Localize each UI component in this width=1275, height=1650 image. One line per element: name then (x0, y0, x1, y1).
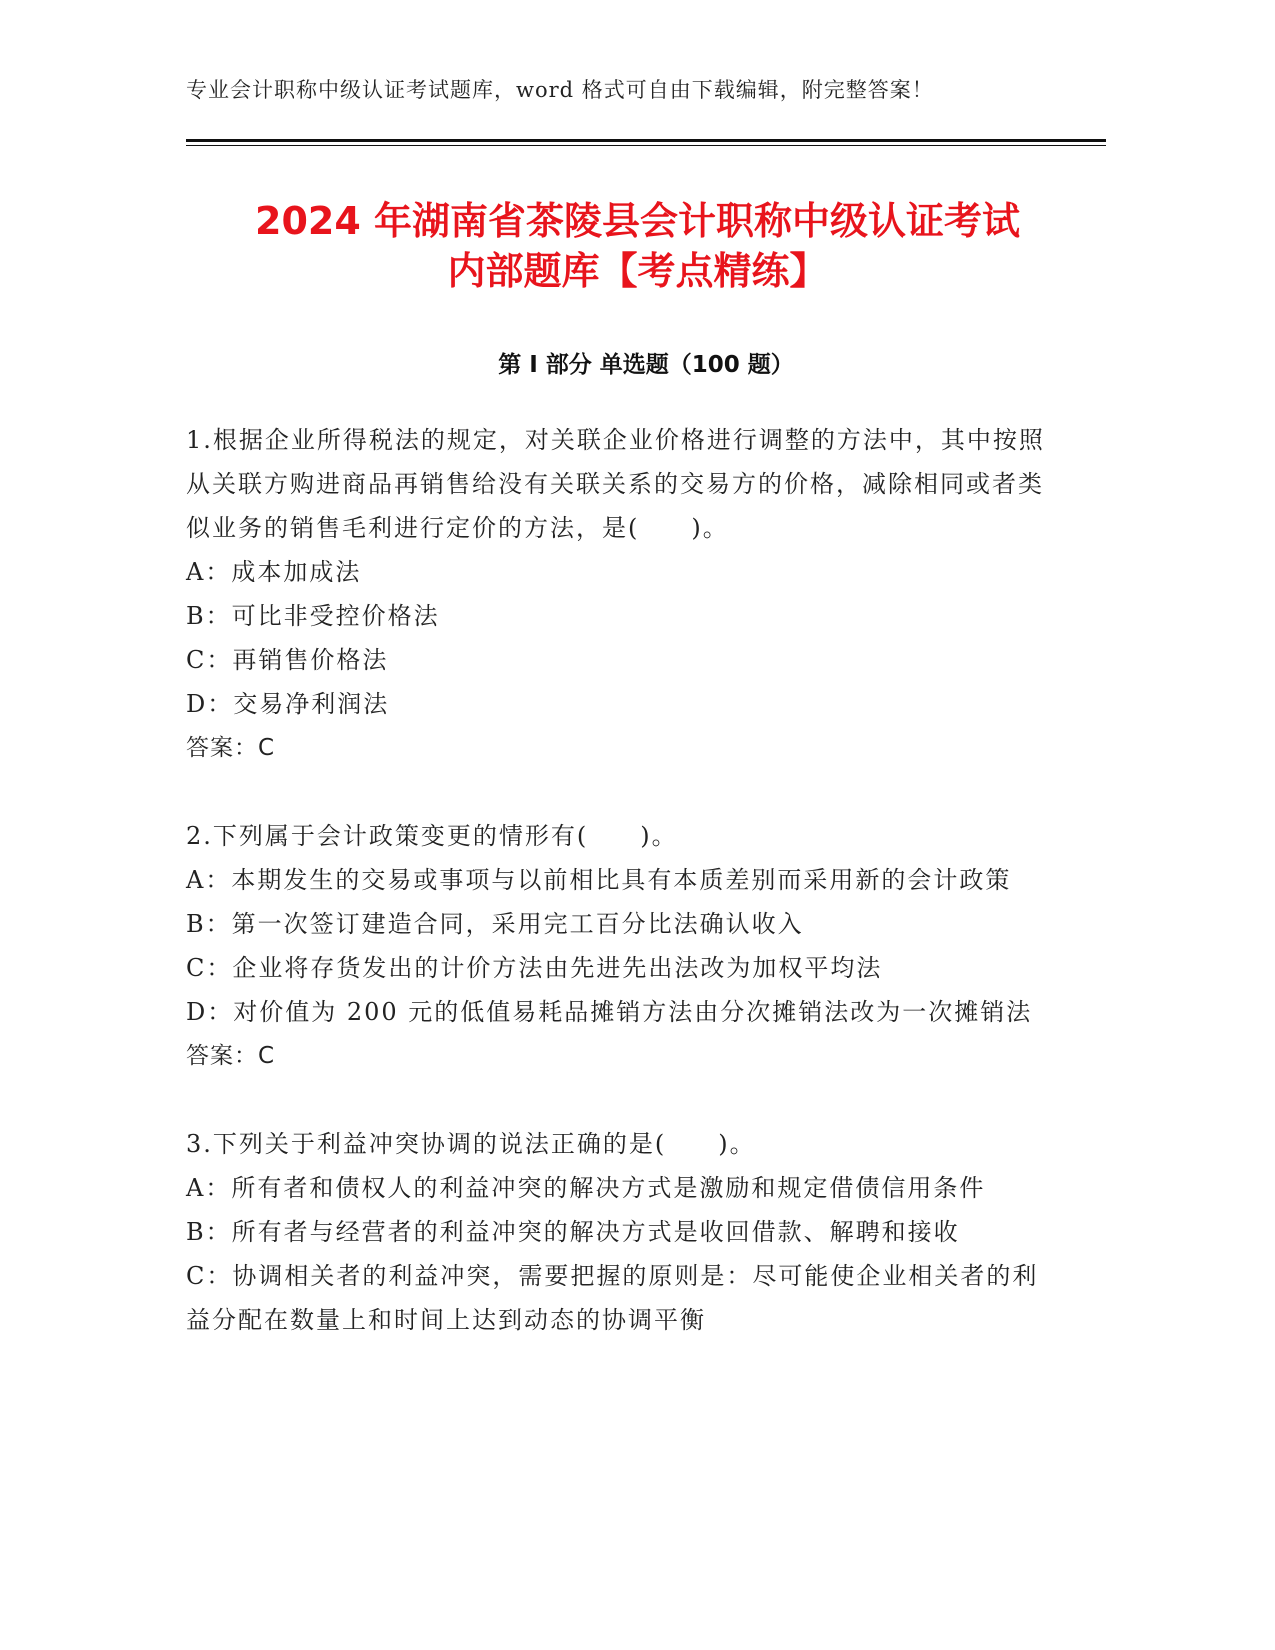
option-c: C：企业将存货发出的计价方法由先进先出法改为加权平均法 (186, 954, 883, 982)
section-heading: 第 I 部分 单选题（100 题） (498, 352, 794, 378)
option-d: D：对价值为 200 元的低值易耗品摊销方法由分次摊销法改为一次摊销法 (186, 998, 1033, 1026)
question-stem: 2.下列属于会计政策变更的情形有( )。 (186, 822, 678, 850)
answer: 答案：C (186, 735, 276, 761)
question-stem: 1.根据企业所得税法的规定，对关联企业价格进行调整的方法中，其中按照从关联方购进商品再销售给没有关联关系的交易方的价格，减除相同或者类似业务的销售毛利进行定价的方法，是( )。 (186, 426, 1045, 542)
question-1 (186, 418, 1056, 770)
option-b: B：所有者与经营者的利益冲突的解决方式是收回借款、解聘和接收 (186, 1218, 960, 1246)
option-d: D：交易净利润法 (186, 690, 390, 718)
title-line-2: 内部题库【考点精练】 (447, 249, 828, 293)
header-rule-thin (186, 145, 1106, 146)
document-title (150, 196, 1125, 296)
title-line-1: 2024 年湖南省茶陵县会计职称中级认证考试 (255, 199, 1020, 243)
option-b: B：第一次签订建造合同，采用完工百分比法确认收入 (186, 910, 804, 938)
option-c: C：协调相关者的利益冲突，需要把握的原则是：尽可能使企业相关者的利益分配在数量上和时间上达到动态的协调平衡 (186, 1262, 1039, 1334)
answer: 答案：C (186, 1043, 276, 1069)
question-2 (186, 814, 1056, 1078)
header-note: 专业会计职称中级认证考试题库，word 格式可自由下载编辑，附完整答案！ (186, 78, 934, 102)
question-stem: 3.下列关于利益冲突协调的说法正确的是( )。 (186, 1130, 756, 1158)
option-c: C：再销售价格法 (186, 646, 389, 674)
option-a: A：成本加成法 (186, 558, 362, 586)
question-list (186, 418, 1056, 1386)
option-b: B：可比非受控价格法 (186, 602, 440, 630)
header-rule-thick (186, 139, 1106, 142)
option-a: A：所有者和债权人的利益冲突的解决方式是激励和规定借债信用条件 (186, 1174, 986, 1202)
question-3 (186, 1122, 1056, 1342)
option-a: A：本期发生的交易或事项与以前相比具有本质差别而采用新的会计政策 (186, 866, 1012, 894)
